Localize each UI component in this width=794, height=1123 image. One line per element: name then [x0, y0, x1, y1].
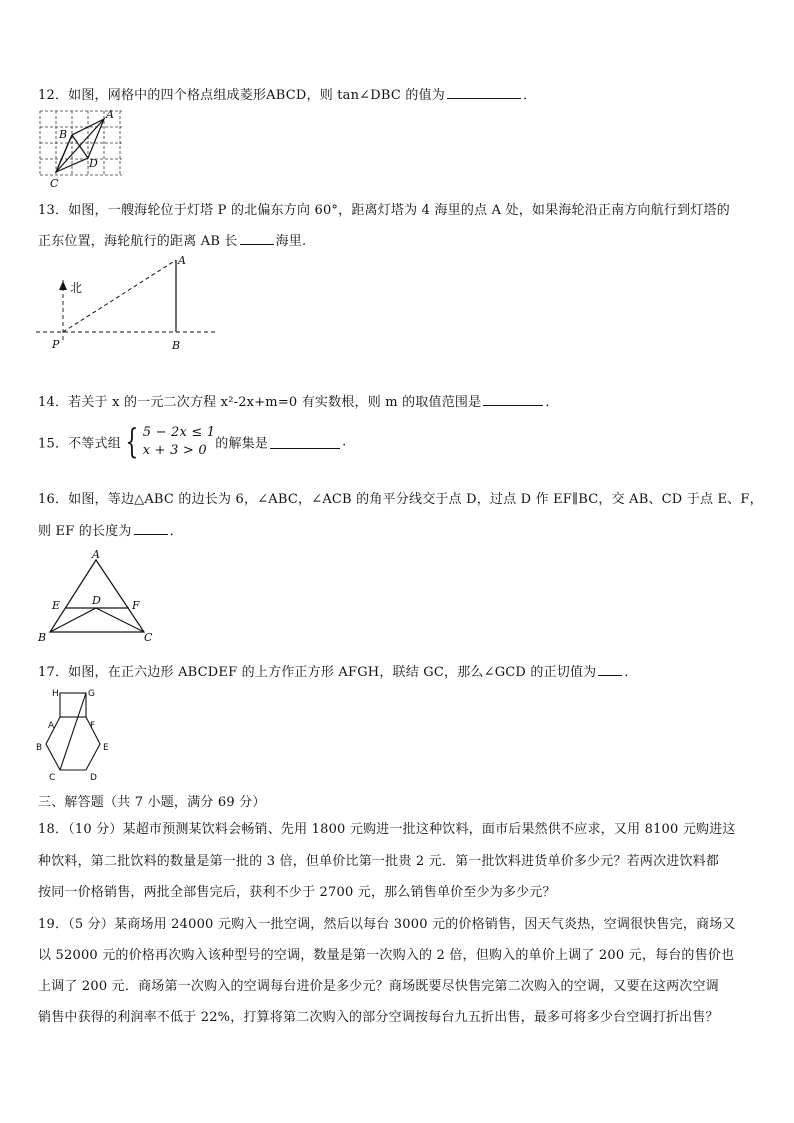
point-label: C — [49, 773, 56, 782]
q13-stem: 正东位置，海轮航行的距离 AB 长 — [38, 234, 238, 249]
point-label: E — [103, 743, 109, 753]
point-label: D — [89, 157, 98, 170]
point-label: E — [52, 599, 61, 612]
answer-blank[interactable] — [134, 522, 168, 535]
q14-tail: ． — [545, 395, 559, 410]
q16-triangle-figure — [36, 548, 160, 644]
q16-line2 — [38, 520, 183, 539]
inequality-2: x + 3 > 0 — [142, 443, 207, 458]
q13-tail: 海里. — [275, 234, 307, 249]
q12-rhombus-grid-figure — [38, 108, 124, 190]
section-heading: 三、解答题（共 7 小题，满分 69 分） — [38, 795, 266, 810]
q14-stem: 14．若关于 x 的一元二次方程 x²-2x+m=0 有实数根，则 m 的取值范围是 — [38, 395, 482, 410]
point-label: A — [178, 254, 186, 267]
q17-stem: 17．如图，在正六边形 ABCDEF 的上方作正方形 AFGH，联结 GC，那么∠GCD 的正切值为 — [38, 665, 597, 680]
point-label: H — [52, 689, 59, 699]
point-label: C — [50, 177, 59, 190]
point-label: B — [59, 128, 68, 141]
q19-line: 销售中获得的利润率不低于 22%，打算将第二次购入的部分空调按每台九五折出售，最多可将多少台空调打折出售？ — [38, 1010, 719, 1025]
q17-hexagon-square-figure — [34, 686, 118, 782]
north-label: 北 — [70, 281, 83, 295]
q18-line: 18．（10 分）某超市预测某饮料会畅销、先用 1800 元购进一批这种饮料，面市后果然供不应求，又用 8100 元购进这 — [38, 822, 736, 837]
q15-stem: 15．不等式组 — [38, 436, 121, 452]
point-label: A — [106, 108, 114, 121]
q12-text — [38, 84, 536, 103]
q13-line1: 13．如图，一艘海轮位于灯塔 P 的北偏东方向 60°，距离灯塔为 4 海里的点 A 处，如果海轮沿正南方向航行到灯塔的 — [38, 203, 730, 218]
point-label: B — [36, 743, 43, 753]
point-label: F — [90, 721, 96, 731]
q12-stem: 12．如图，网格中的四个格点组成菱形ABCD，则 tan∠DBC 的值为 — [38, 88, 445, 103]
answer-blank[interactable] — [483, 393, 543, 406]
answer-blank[interactable] — [447, 86, 521, 99]
point-label: D — [90, 773, 97, 782]
q18-line: 种饮料，第二批饮料的数量是第一批的 3 倍，但单价比第一批贵 2 元．第一批饮料进货单价多少元？若两次进饮料都 — [38, 854, 720, 869]
point-label: P — [52, 338, 60, 351]
q18-line: 按同一价格销售，两批全部售完后，获利不少于 2700 元，那么销售单价至少为多少元？ — [38, 885, 556, 900]
q16-stem: 则 EF 的长度为 — [38, 524, 132, 539]
answer-blank[interactable] — [240, 232, 274, 245]
answer-blank[interactable] — [598, 663, 622, 676]
point-label: B — [172, 339, 181, 352]
point-label: A — [48, 721, 55, 731]
q13-lighthouse-figure — [36, 252, 226, 356]
point-label: C — [144, 631, 153, 644]
inequality-system — [143, 424, 215, 460]
q16-line1: 16．如图，等边△ABC 的边长为 6，∠ABC，∠ACB 的角平分线交于点 D，过点 D 作 EF∥BC，交 AB、CD 于点 E、F， — [38, 492, 763, 507]
q17-tail: ． — [624, 665, 638, 680]
q15-tail: . — [342, 434, 347, 450]
q15-stem-post: 的解集是 — [215, 436, 269, 452]
q16-tail: ． — [169, 524, 183, 539]
q12-tail: ． — [522, 88, 537, 103]
inequality-1: 5 − 2x ≤ 1 — [142, 425, 216, 440]
q19-line: 19．（5 分）某商场用 24000 元购入一批空调，然后以每台 3000 元的价格销售，因天气炎热，空调很快售完，商场又 — [38, 917, 736, 932]
point-label: A — [92, 548, 100, 561]
point-label: D — [92, 594, 101, 607]
q19-line: 上调了 200 元．商场第一次购入的空调每台进价是多少元？商场既要尽快售完第二次购入的空调，又要在这两次空调 — [38, 979, 719, 994]
q13-line2 — [38, 230, 306, 249]
q17-text — [38, 661, 638, 680]
point-label: F — [132, 599, 140, 612]
brace-glyph: { — [125, 422, 139, 462]
answer-blank[interactable] — [270, 436, 340, 449]
point-label: B — [38, 631, 47, 644]
q14-text — [38, 391, 559, 410]
q19-line: 以 52000 元的价格再次购入该种型号的空调，数量是第一次购入的 2 倍，但购入的单价上调了 200 元，每台的售价也 — [38, 948, 735, 963]
q15-text — [38, 424, 346, 460]
point-label: G — [88, 689, 95, 699]
